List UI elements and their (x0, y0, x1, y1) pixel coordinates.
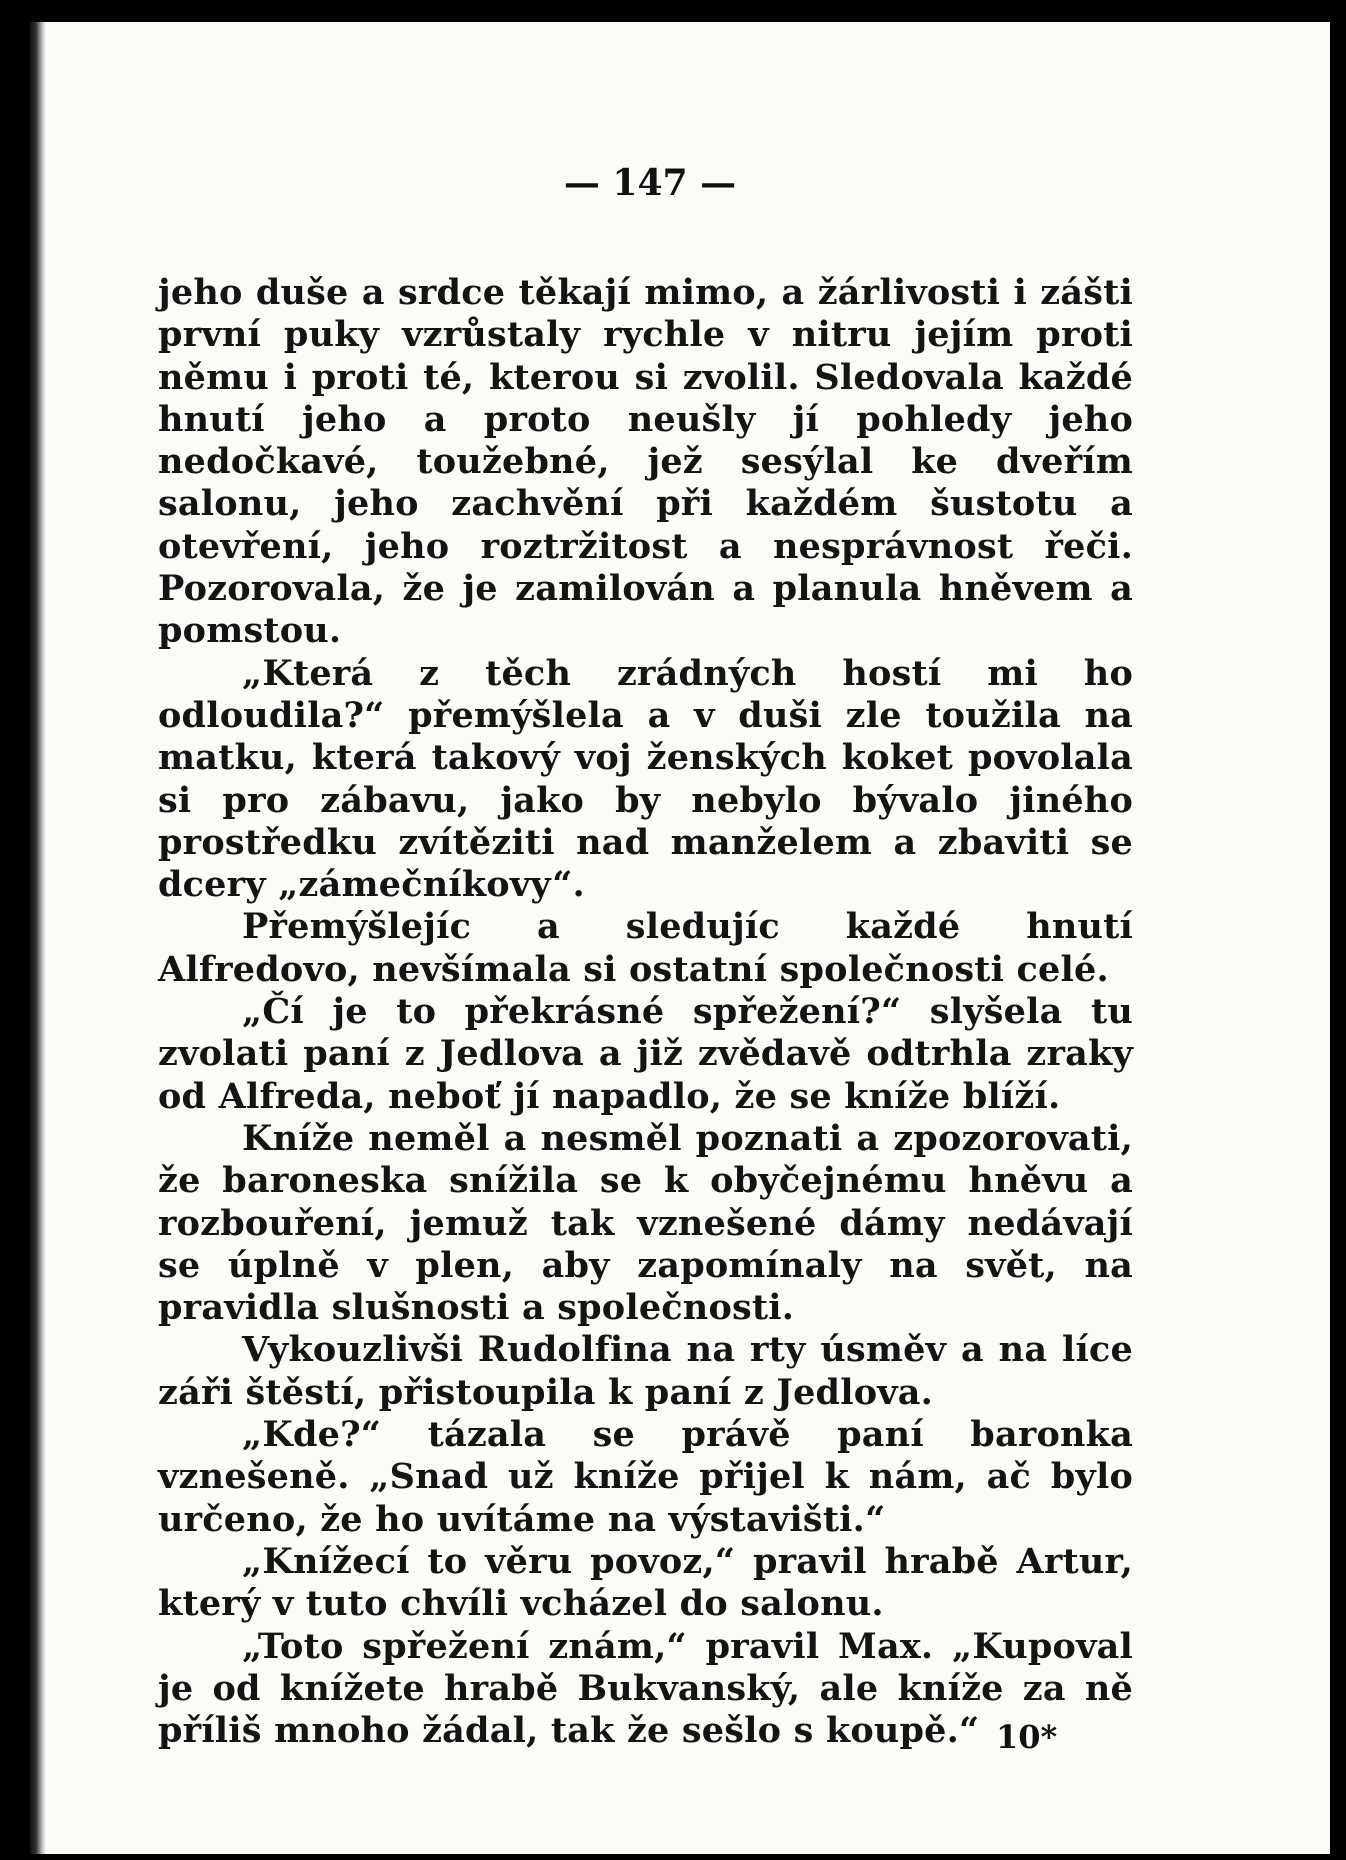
paragraph-3: Přemýšlejíc a sledujíc každé hnutí Alfredovo, nevšímala si ostatní společnosti celé. (158, 906, 1133, 990)
paragraph-1: jeho duše a srdce těkají mimo, a žárlivosti i zášti první puky vzrůstaly rychle v nitru jejím proti němu i proti té, kterou si zvolil. Sledovala každé hnutí jeho a proto neušly jí pohledy jeho nedočkavé, toužebné, jež sesýlal ke dveřím salonu, jeho zachvění při každém šustotu a otevření, jeho roztržitost a nesprávnost řeči. Pozorovala, že je zamilován a planula hněvem a pomstou. (158, 272, 1133, 652)
page-number: — 147 — (563, 162, 737, 204)
paragraph-4: „Čí je to překrásné spřežení?“ slyšela tu zvolati paní z Jedlova a již zvědavě odtrhla zraky od Alfreda, neboť jí napadlo, že se kníže blíží. (158, 991, 1133, 1117)
page-binding-edge (30, 22, 46, 1854)
paragraph-8: „Knížecí to věru povoz,“ pravil hrabě Artur, který v tuto chvíli vcházel do salonu. (158, 1540, 1133, 1625)
paragraph-9: „Toto spřežení znám,“ pravil Max. „Kupoval je od knížete hrabě Bukvanský, ale kníže za ně příliš mnoho žádal, tak že sešlo s koupě.“ (158, 1625, 1133, 1752)
printer-signature-mark: 10* (996, 1718, 1058, 1756)
body-text (158, 272, 1133, 1752)
book-page (30, 22, 1330, 1854)
paragraph-6: Vykouzlivši Rudolfina na rty úsměv a na líce záři štěstí, přistoupila k paní z Jedlova. (158, 1329, 1133, 1413)
paragraph-5: Kníže neměl a nesměl poznati a zpozorovati, že baroneska snížila se k obyčejnému hněvu a rozbouření, jemuž tak vznešené dámy nedávají se úplně v plen, aby zapomínaly na svět, na pravidla slušnosti a společnosti. (158, 1117, 1133, 1329)
paragraph-7: „Kde?“ tázala se právě paní baronka vznešeně. „Snad už kníže přijel k nám, ač bylo určeno, že ho uvítáme na výstavišti.“ (158, 1414, 1133, 1540)
paragraph-2: „Která z těch zrádných hostí mi ho odloudila?“ přemýšlela a v duši zle toužila na matku, která takový voj ženských koket povolala si pro zábavu, jako by nebylo bývalo jiného prostředku zvítěziti nad manželem a zbaviti se dcery „zámečníkovy“. (158, 652, 1133, 906)
